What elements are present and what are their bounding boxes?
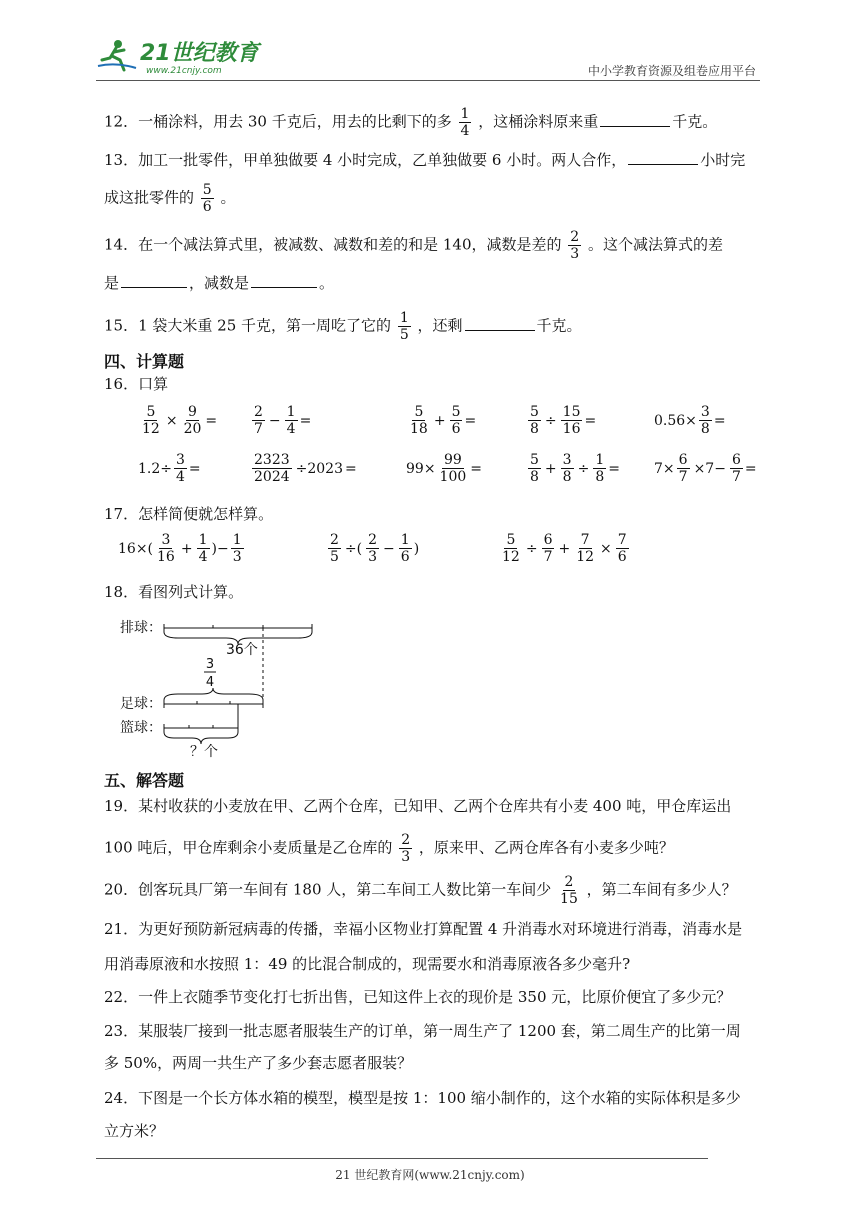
question-14 — [104, 229, 723, 262]
calc-16-3: $\frac{5}{18}$ + $\frac{5}{6}$ = — [410, 404, 477, 438]
line-segment-diagram — [118, 612, 338, 762]
question-21: 21．为更好预防新冠病毒的传播，幸福小区物业打算配置 4 升消毒水对环境进行消毒，消毒水是 — [104, 920, 743, 938]
question-13 — [104, 153, 745, 168]
question-20: 20．创客玩具厂第一车间有 180 人，第二车间工人数比第一车间少 $\frac{2}{15}$ ，第二车间有多少人？ — [104, 874, 737, 908]
logo-text: 21世纪教育 — [140, 41, 259, 66]
basketball-count: ？个 — [190, 744, 218, 760]
q13-text-c: 成这批零件的 — [104, 188, 195, 207]
q12-text: 12．一桶涂料，用去 30 千克后，用去的比剩下的多 — [104, 112, 452, 131]
answer-blank[interactable] — [121, 286, 187, 288]
calc-17-2: $\frac{2}{5}$ ÷( $\frac{2}{3}$ − $\frac{1}{6}$ ) — [330, 532, 420, 566]
basketball-label: 篮球： — [120, 720, 162, 736]
footer-divider — [96, 1158, 708, 1159]
question-23-cont: 多 50%，两周一共生产了多少套志愿者服装？ — [104, 1054, 413, 1072]
q14-text-b: 。这个减法算式的差 — [587, 235, 723, 254]
q20-fraction: $\frac{2}{15}$ — [560, 874, 578, 908]
question-19: 19．某村收获的小麦放在甲、乙两个仓库，已知甲、乙两个仓库共有小麦 400 吨，甲仓库运出 — [104, 797, 732, 815]
site-logo — [96, 36, 266, 80]
question-12 — [104, 106, 717, 139]
calc-16-9: $\frac{5}{8}$ + $\frac{3}{8}$ ÷ $\frac{1}{8}$ = — [530, 452, 620, 486]
calc-16-6: 1.2÷ $\frac{3}{4}$ = — [138, 452, 201, 486]
question-23: 23．某服装厂接到一批志愿者服装生产的订单，第一周生产了 1200 套，第二周生产的比第一周 — [104, 1022, 741, 1040]
question-13-cont — [104, 182, 236, 215]
section-4-heading: 四、计算题 — [104, 352, 185, 371]
answer-blank[interactable] — [628, 163, 698, 165]
calc-16-10: 7× $\frac{6}{7}$ ×7− $\frac{6}{7}$ = — [654, 452, 757, 486]
header-divider — [96, 80, 760, 81]
calc-16-8: 99× $\frac{99}{100}$ = — [406, 452, 483, 486]
runner-icon — [98, 40, 136, 70]
q13-text-b: 小时完 — [700, 151, 746, 169]
q14-text: 14．在一个减法算式里，被减数、减数和差的和是 140，减数是差的 — [104, 235, 562, 254]
volleyball-count: 36个 — [226, 642, 258, 658]
section-5-heading: 五、解答题 — [104, 771, 185, 790]
question-17-title: 17．怎样简便就怎样算。 — [104, 505, 274, 523]
question-18-title: 18．看图列式计算。 — [104, 583, 244, 601]
calc-16-2: $\frac{2}{7}$ − $\frac{1}{4}$ = — [254, 404, 312, 438]
q14-text-c: 是 — [104, 274, 120, 292]
fraction-numerator: 3 — [205, 657, 215, 672]
logo-url: www.21cnjy.com — [146, 66, 222, 76]
fraction-denominator: 4 — [205, 675, 215, 690]
answer-blank[interactable] — [251, 286, 317, 288]
q19-fraction: $\frac{2}{3}$ — [401, 832, 411, 866]
q13-fraction: $\frac{5}{6}$ — [202, 182, 212, 216]
q13-text-e: 。 — [220, 188, 236, 207]
volleyball-label: 排球： — [120, 620, 162, 636]
calc-16-4: $\frac{5}{8}$ ÷ $\frac{15}{16}$ = — [530, 404, 597, 438]
basketball-brace — [164, 732, 238, 744]
q15-text: 15．1 袋大米重 25 千克，第一周吃了它的 — [104, 316, 392, 335]
q12-text-c: 千克。 — [672, 112, 718, 131]
q15-fraction: $\frac{1}{5}$ — [399, 310, 409, 344]
q14-text-f: 。 — [319, 274, 335, 292]
q14-fraction: $\frac{2}{3}$ — [570, 229, 580, 263]
question-24-cont: 立方米？ — [104, 1122, 165, 1140]
football-label: 足球： — [120, 696, 162, 712]
q14-text-e: ，减数是 — [189, 274, 250, 292]
question-21-cont: 用消毒原液和水按照 1：49 的比混合制成的，现需要水和消毒原液各多少毫升? — [104, 955, 631, 973]
q15-text-b: ，还剩 — [417, 316, 463, 335]
calc-16-1: $\frac{5}{12}$ × $\frac{9}{20}$ = — [142, 404, 218, 438]
q12-text-b: ，这桶涂料原来重 — [478, 112, 599, 131]
football-brace — [164, 688, 263, 700]
q13-text: 13．加工一批零件，甲单独做要 4 小时完成，乙单独做要 6 小时。两人合作， — [104, 151, 627, 169]
q15-text-c: 千克。 — [536, 316, 582, 335]
question-14-cont — [104, 276, 334, 291]
header-platform-text: 中小学教育资源及组卷应用平台 — [587, 64, 756, 78]
question-16-title: 16．口算 — [104, 375, 169, 393]
answer-blank[interactable] — [465, 329, 535, 331]
calc-16-7: $\frac{2323}{2024}$ ÷2023 = — [254, 452, 357, 486]
question-15 — [104, 310, 582, 343]
calc-17-1: 16×( $\frac{3}{16}$ + $\frac{1}{4}$ )− $\frac{1}{3}$ — [118, 532, 242, 566]
q12-fraction: $\frac{1}{4}$ — [460, 106, 470, 140]
calc-16-5: 0.56× $\frac{3}{8}$ = — [654, 404, 726, 438]
answer-blank[interactable] — [600, 125, 670, 127]
calc-17-3: $\frac{5}{12}$ ÷ $\frac{6}{7}$ + $\frac{7}{12}$ × $\frac{7}{6}$ — [502, 532, 627, 566]
question-19-cont: 100 吨后，甲仓库剩余小麦质量是乙仓库的 $\frac{2}{3}$ ，原来甲、乙两仓库各有小麦多少吨？ — [104, 832, 674, 866]
question-24: 24．下图是一个长方体水箱的模型，模型是按 1：100 缩小制作的，这个水箱的实际体积是多少 — [104, 1089, 741, 1107]
question-22: 22．一件上衣随季节变化打七折出售，已知这件上衣的现价是 350 元，比原价便宜了多少元？ — [104, 988, 732, 1006]
footer-text: 21 世纪教育网(www.21cnjy.com) — [335, 1168, 525, 1182]
